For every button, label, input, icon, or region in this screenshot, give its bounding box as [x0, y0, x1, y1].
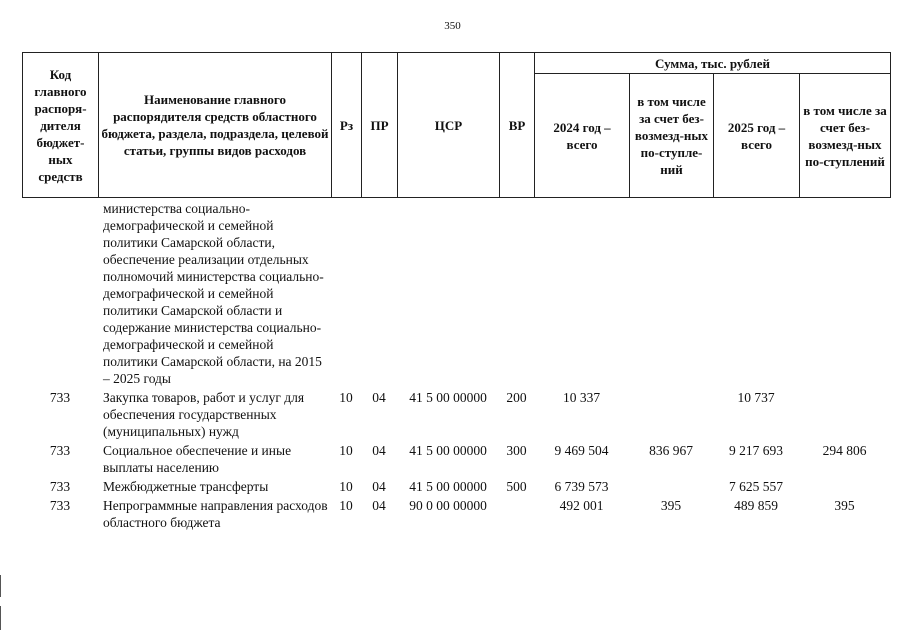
- cell-2025-gratuitous: 294 806: [822, 443, 867, 458]
- budget-table-body: [22, 200, 890, 531]
- cell-name: Межбюджетные трансферты: [103, 479, 269, 494]
- cell-2025-total: 9 217 693: [729, 443, 783, 458]
- cell-code: 733: [49, 479, 71, 494]
- table-row: [22, 389, 890, 442]
- header-rz: Рз: [332, 53, 362, 198]
- table-row: [22, 478, 890, 497]
- table-row: [22, 497, 890, 531]
- cell-rz: 10: [339, 498, 353, 513]
- table-header-wrap: [22, 52, 891, 198]
- cell-csr: 41 5 00 00000: [409, 443, 487, 458]
- cell-csr: 41 5 00 00000: [409, 390, 487, 405]
- cell-pr: 04: [372, 443, 386, 458]
- header-csr: ЦСР: [398, 53, 500, 198]
- cell-csr: 41 5 00 00000: [409, 479, 487, 494]
- cell-2025-total: [713, 200, 799, 389]
- cell-2024-total: 9 469 504: [554, 443, 609, 458]
- cell-name: Закупка товаров, работ и услуг для обеспечения государственных (муниципальных) нужд: [103, 390, 305, 439]
- cell-rz: [331, 200, 361, 389]
- cell-vr: 300: [506, 443, 527, 458]
- table-row: [22, 200, 890, 389]
- header-code: Код главного распоря-дителя бюджет-ных средств: [23, 53, 99, 198]
- header-2024-gratuitous: в том числе за счет без-возмезд-ных по-ступле-ний: [630, 74, 714, 198]
- cell-2025-gratuitous: [799, 200, 890, 389]
- cell-vr: [499, 200, 534, 389]
- cell-2025-gratuitous: [799, 389, 890, 442]
- cell-2024-total: [534, 200, 629, 389]
- cell-rz: 10: [339, 390, 353, 405]
- header-2024-total: 2024 год – всего: [535, 74, 630, 198]
- cell-rz: 10: [339, 443, 353, 458]
- cell-name: Непрограммные направления расходов областного бюджета: [103, 498, 328, 530]
- budget-table-header: [22, 52, 891, 198]
- cell-name: Социальное обеспечение и иные выплаты населению: [103, 443, 292, 475]
- cell-2024-gratuitous: [629, 389, 713, 442]
- cell-code: [22, 200, 98, 389]
- cell-rz: 10: [339, 479, 353, 494]
- cell-2025-total: 489 859: [734, 498, 778, 513]
- cell-code: 733: [49, 390, 71, 405]
- page-number: 350: [444, 20, 461, 32]
- cell-vr: [499, 497, 534, 531]
- cell-name: министерства социально-демографической и семейной политики Самарской области, обеспечение реализации отдельных полномочий министерства социально-демографической и семейной политики Самарской области и содержание министерства социально-демографической и семейной политики Самарской области, на 2015 – 2025 годы: [103, 201, 324, 386]
- cell-vr: 200: [506, 390, 527, 405]
- header-2025-gratuitous: в том числе за счет без-возмезд-ных по-ступлений: [800, 74, 891, 198]
- table-row: [22, 442, 890, 478]
- cell-pr: 04: [372, 479, 386, 494]
- cell-code: 733: [49, 443, 71, 458]
- header-sum-group: Сумма, тыс. рублей: [535, 53, 891, 74]
- cell-csr: 90 0 00 00000: [409, 498, 487, 513]
- cell-2025-total: 7 625 557: [729, 479, 783, 494]
- header-name: Наименование главного распорядителя средств областного бюджета, раздела, подраздела, целевой статьи, группы видов расходов: [99, 53, 332, 198]
- scan-edge-mark: [0, 575, 1, 597]
- cell-2024-gratuitous: 836 967: [649, 443, 693, 458]
- cell-csr: [397, 200, 499, 389]
- cell-2025-total: 10 737: [737, 390, 775, 405]
- scan-edge-mark: [0, 606, 1, 630]
- cell-code: 733: [49, 498, 71, 513]
- cell-2024-gratuitous: 395: [660, 498, 682, 513]
- cell-2025-gratuitous: [799, 478, 890, 497]
- cell-2025-gratuitous: 395: [834, 498, 855, 513]
- cell-2024-gratuitous: [629, 478, 713, 497]
- header-pr: ПР: [362, 53, 398, 198]
- cell-pr: 04: [372, 498, 386, 513]
- cell-2024-total: 6 739 573: [554, 479, 609, 494]
- cell-pr: 04: [372, 390, 386, 405]
- cell-2024-total: 492 001: [559, 498, 604, 513]
- cell-2024-gratuitous: [629, 200, 713, 389]
- header-vr: ВР: [500, 53, 535, 198]
- cell-pr: [361, 200, 397, 389]
- header-2025-total: 2025 год – всего: [714, 74, 800, 198]
- cell-2024-total: 10 337: [562, 390, 601, 405]
- cell-vr: 500: [506, 479, 527, 494]
